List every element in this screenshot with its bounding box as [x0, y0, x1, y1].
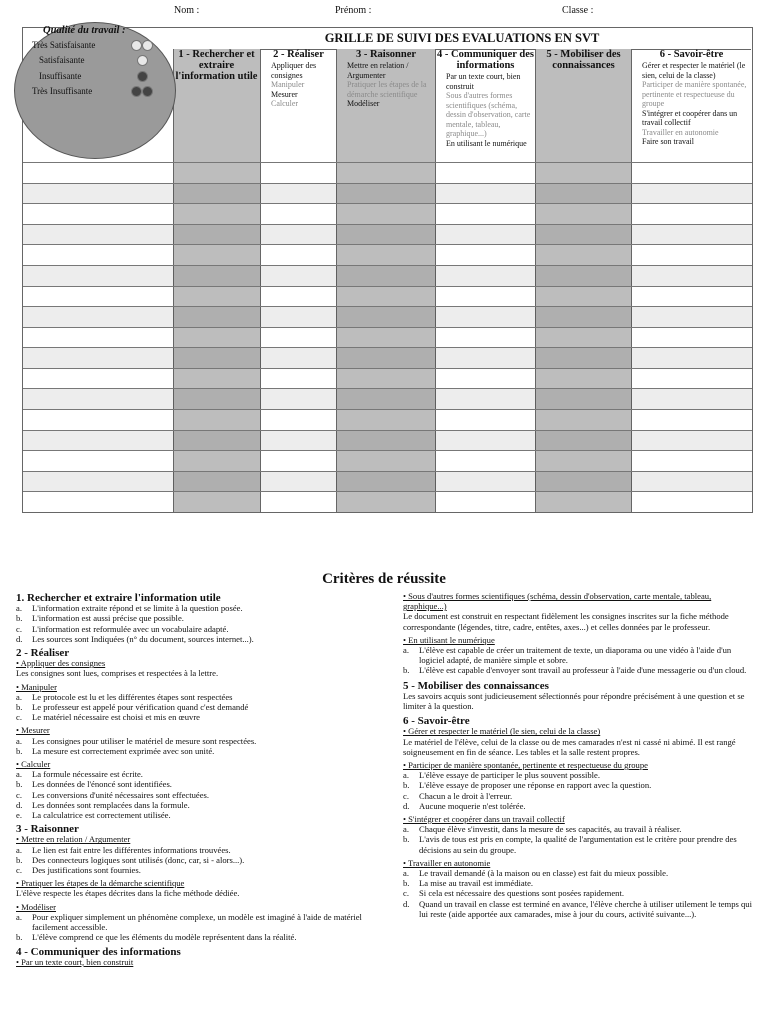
col3-item: • Modéliser [347, 99, 434, 109]
white-circle-icon [142, 40, 153, 51]
table-row-shade [23, 224, 752, 245]
list-item: a. Le lien est fait entre les différentes informations trouvées. [16, 844, 231, 855]
table-row [23, 162, 752, 163]
subheading: • En utilisant le numérique [403, 634, 495, 645]
table-row [23, 471, 752, 472]
table-row [23, 265, 752, 266]
list-item: a. L'information extraite répond et se limite à la question posée. [16, 603, 243, 614]
list-item: a. Chaque élève s'investit, dans la mesure de ses capacités, au travail à réaliser. [403, 824, 682, 835]
list-item: a. Pour expliquer simplement un phénomène complexe, un modèle est imaginé à l'aide de matériel facilement accessible. [16, 911, 362, 933]
paragraph: L'élève respecte les étapes décrites dans la fiche méthode dédiée. [16, 888, 240, 899]
col2-item: • Mesurer [271, 90, 335, 100]
col6-title: 6 - Savoir-être [659, 49, 724, 60]
table-row [23, 388, 752, 389]
col3-title: 3 - Raisonner [355, 49, 417, 60]
grid-title: GRILLE DE SUIVI DES EVALUATIONS EN SVT [173, 28, 751, 50]
section-5-heading: 5 - Mobiliser des connaissances [403, 679, 549, 692]
subheading: • Mesurer [16, 725, 50, 736]
list-item: c. Si cela est nécessaire des questions sont posées rapidement. [403, 888, 624, 899]
list-item: a. L'élève essaye de participer le plus souvent possible. [403, 770, 601, 781]
list-item: b. L'élève comprend ce que les éléments du modèle représentent dans la réalité. [16, 932, 297, 943]
table-row [23, 183, 752, 184]
col2-item: • Calculer [271, 99, 335, 109]
col3-item: • Mettre en relation / Argumenter [347, 61, 434, 80]
classe-label: Classe : [562, 5, 594, 16]
legend-row-tres-satisfaisante: Très Satisfaisante [32, 40, 96, 50]
table-row [23, 286, 752, 287]
list-item: b. L'avis de tous est pris en compte, la qualité de l'argumentation est le critère pour prendre des décisions au sein du groupe. [403, 834, 737, 855]
col6-item: • S'intégrer et coopérer dans un travail collectif [642, 109, 750, 128]
prenom-label: Prénom : [335, 5, 372, 16]
list-item: d. Les données sont remplacées dans la formule. [16, 799, 190, 810]
criteria-title: Critères de réussite [322, 571, 446, 587]
table-row-shade [23, 471, 752, 492]
col6-item: • Participer de manière spontanée, pertinente et respectueuse du groupe [642, 80, 750, 109]
column-5-header [537, 49, 630, 162]
subheading: • Manipuler [16, 681, 57, 692]
list-item: a. La formule nécessaire est écrite. [16, 769, 143, 780]
col1-title: 1 - Rechercher et extraire l'information utile [175, 49, 258, 82]
table-row-shade [23, 183, 752, 204]
dark-circle-icon [142, 86, 153, 97]
table-row-shade [23, 265, 752, 286]
list-item: a. L'élève est capable de créer un traitement de texte, un diaporama ou une vidéo à l'aide d'un logiciel adapté, de manière simple et sobre. [403, 645, 732, 666]
legend-row-tres-insuffisante: Très Insuffisante [32, 86, 93, 96]
list-item: b. L'élève est capable d'envoyer sont travail au professeur à l'aide d'une messagerie ou d'un cloud. [403, 665, 747, 676]
section-6-heading: 6 - Savoir-être [403, 715, 470, 728]
subheading: • Participer de manière spontanée, pertinente et respectueuse du groupe [403, 760, 648, 771]
col4-title: 4 - Communiquer des informations [437, 49, 534, 71]
col5-title: 5 - Mobiliser des connaissances [546, 49, 621, 71]
paragraph: Le matériel de l'élève, celui de la classe ou de mes camarades n'est ni cassé ni abimé. Il est rangé soigneusement en fin de séance. Les tables et la salle restent propres. [403, 736, 736, 757]
col4-item: • Sous d'autres formes scientifiques (schéma, dessin d'observation, carte mentale, tableau, graphique...) [446, 91, 534, 139]
criteria-right-column [403, 591, 753, 919]
section-3-heading: 3 - Raisonner [16, 823, 79, 836]
table-row [23, 491, 752, 492]
dark-circle-icon [131, 86, 142, 97]
list-item: a. Le protocole est lu et les différentes étapes sont respectées [16, 691, 233, 702]
subheading: • Modéliser [16, 901, 57, 912]
list-item: b. Les données de l'énoncé sont identifiées. [16, 779, 172, 790]
list-item: d. Aucune moquerie n'est tolérée. [403, 800, 526, 811]
column-1-header [175, 49, 258, 162]
column-6-header [633, 49, 750, 162]
col4-item: • Par un texte court, bien construit [446, 72, 534, 91]
col2-item: • Appliquer des consignes [271, 61, 335, 80]
grid-rows [23, 162, 752, 512]
subheading: • Calculer [16, 759, 51, 770]
column-4-header [437, 49, 534, 162]
list-item: a. Les consignes pour utiliser le matériel de mesure sont respectées. [16, 735, 257, 746]
list-item: b. Le professeur est appelé pour vérification quand c'est demandé [16, 702, 249, 713]
section-4-heading: 4 - Communiquer des informations [16, 945, 181, 958]
legend-row-insuffisante: Insuffisante [39, 71, 82, 81]
table-row [23, 368, 752, 369]
list-item: c. Le matériel nécessaire est choisi et mis en œuvre [16, 712, 200, 723]
subheading: • Appliquer des consignes [16, 658, 106, 669]
col3-item: • Pratiquer les étapes de la démarche scientifique [347, 80, 434, 99]
col2-item: • Manipuler [271, 80, 335, 90]
paragraph: Les savoirs acquis sont judicieusement sélectionnés pour répondre précisément à une question et se limiter à la question. [403, 690, 745, 712]
table-row [23, 450, 752, 451]
paragraph: Le document est construit en respectant fidèlement les consignes inscrites sur la fiche méthode correspondante (légendes, titre, cadre, entêtes, axes...) et celles données par le professeur. [403, 611, 729, 632]
list-item: e. La calculatrice est correctement utilisée. [16, 810, 171, 821]
list-item: a. Le travail demandé (à la maison ou en classe) est fait du mieux possible. [403, 868, 669, 879]
col4-item: • En utilisant le numérique [446, 139, 534, 149]
subheading: • Gérer et respecter le matériel (le sien, celui de la classe) [403, 726, 601, 737]
subheading: • Par un texte court, bien construit [16, 956, 134, 967]
list-item: b. La mesure est correctement exprimée avec son unité. [16, 745, 215, 756]
table-row [23, 409, 752, 410]
white-circle-icon [131, 40, 142, 51]
criteria-left-column [16, 591, 376, 967]
legend-title: Qualité du travail : [43, 25, 126, 36]
section-2-heading: 2 - Réaliser [16, 647, 70, 660]
subheading: • S'intégrer et coopérer dans un travail collectif [403, 814, 565, 825]
table-row-shade [23, 347, 752, 368]
column-2-header [262, 49, 335, 162]
subheading: • Mettre en relation / Argumenter [16, 834, 131, 845]
table-row [23, 347, 752, 348]
column-3-header [338, 49, 434, 162]
dark-circle-icon [137, 71, 148, 82]
table-row [23, 327, 752, 328]
col6-item: • Gérer et respecter le matériel (le sien, celui de la classe) [642, 61, 750, 80]
white-circle-icon [137, 55, 148, 66]
legend-row-satisfaisante: Satisfaisante [39, 55, 85, 65]
list-item: b. La mise au travail est immédiate. [403, 878, 534, 889]
list-item: d. Les sources sont Indiquées (n° du document, sources internet...). [16, 633, 254, 644]
table-row [23, 430, 752, 431]
list-item: c. L'information est reformulée avec un vocabulaire adapté. [16, 623, 229, 634]
table-row-shade [23, 306, 752, 327]
table-row [23, 306, 752, 307]
col6-item: • Faire son travail [642, 137, 750, 147]
paragraph: Les consignes sont lues, comprises et respectées à la lettre. [16, 668, 219, 679]
table-row-shade [23, 430, 752, 451]
subheading: • Sous d'autres formes scientifiques (schéma, dessin d'observation, carte mentale, tableau, graphique...) [403, 591, 712, 612]
section-1-heading: 1. Rechercher et extraire l'information utile [16, 592, 221, 604]
list-item: b. L'élève essaye de proposer une réponse en rapport avec la question. [403, 780, 652, 791]
subheading: • Travailler en autonomie [403, 857, 491, 868]
list-item: c. Chacun a le droit à l'erreur. [403, 790, 513, 801]
quality-legend [14, 22, 176, 159]
table-row [23, 244, 752, 245]
list-item: d. Quand un travail en classe est terminé en avance, l'élève cherche à utiliser utilement le temps qui lui reste (aide apportée aux camarades, mise à jour du cours, activité suivante...). [403, 898, 752, 919]
subheading: • Pratiquer les étapes de la démarche scientifique [16, 878, 185, 889]
list-item: b. L'information est aussi précise que possible. [16, 613, 184, 624]
table-row [23, 224, 752, 225]
table-row [23, 203, 752, 204]
list-item: c. Les conversions d'unité nécessaires sont effectuées. [16, 789, 210, 800]
col6-item: • Travailler en autonomie [642, 128, 750, 138]
col2-title: 2 - Réaliser [273, 49, 324, 60]
table-row-shade [23, 388, 752, 409]
list-item: b. Des connecteurs logiques sont utilisés (donc, car, si - alors...). [16, 854, 245, 865]
list-item: c. Des justifications sont fournies. [16, 865, 141, 876]
nom-label: Nom : [174, 5, 200, 16]
